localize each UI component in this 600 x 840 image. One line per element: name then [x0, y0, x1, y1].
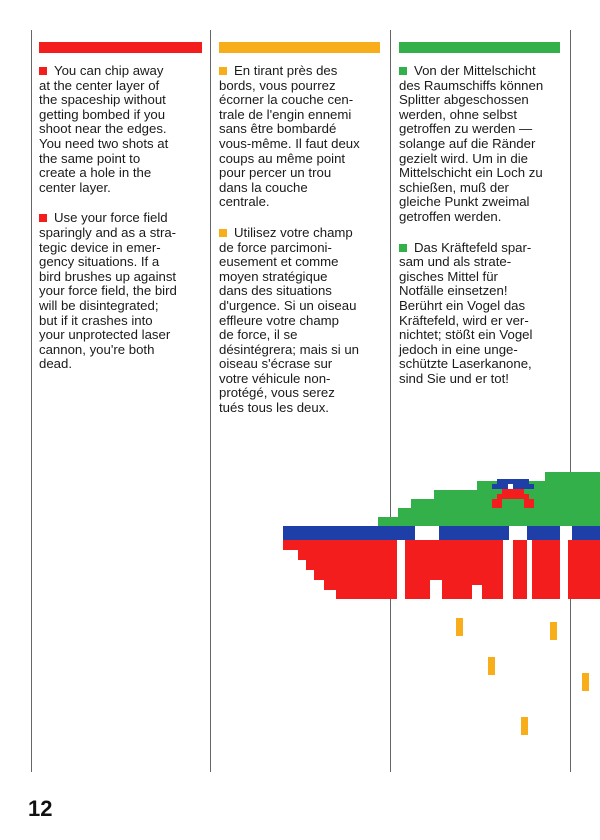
bomb [521, 717, 528, 735]
falling-bombs [456, 618, 589, 735]
bomb [488, 657, 495, 675]
ship-green-dome [378, 472, 600, 526]
page-number: 12 [28, 796, 53, 821]
paragraph: You can chip away at the center layer of the spaceship without getting bombed if you shoot near the edges. You need two shots at the same point to create a hole in the center layer. [39, 63, 169, 195]
bomb [582, 673, 589, 691]
paragraph: Das Kräftefeld spar- sam und als strate- gisches Mittel für Notfälle einsetzen! Berührt ein Vogel das Kräftefeld, wird er ver- nichtet; stößt ein Vogel jedoch in eine unge- schützte Laserkanone, sind Sie und er tot! [399, 239, 533, 386]
bomb [456, 618, 463, 636]
paragraph: En tirant près des bords, vous pourrez écorner la couche cen- trale de l'engin ennemi sans être bombardé vous-même. Il faut deux coups au même point pour percer un trou dans la couche centrale. [219, 63, 360, 210]
paragraph: Use your force field sparingly and as a stra- tegic device in emer- gency situations. If a bird brushes up against your force field, the bird will be disintegrated; but if it crashes into your unprotected laser cannon, you're both dead. [39, 210, 177, 372]
paragraph: Von der Mittelschicht des Raumschiffs können Splitter abgeschossen werden, ohne selbst getroffen zu werden — solange auf die Ränder gezielt wird. Um in die Mittelschicht ein Loch zu schießen, muß der gleiche Punkt zweimal getroffen werden. [399, 63, 544, 224]
paragraph: Utilisez votre champ de force parcimoni- eusement et comme moyen stratégique dans des situations d'urgence. Si un oiseau effleure votre champ de force, il se désintégrera; mais si un oiseau s'écrase sur votre véhicule non- protégé, vous serez tués tous les deux. [219, 224, 360, 416]
ship-center-band [283, 526, 600, 540]
bomb [550, 622, 557, 640]
